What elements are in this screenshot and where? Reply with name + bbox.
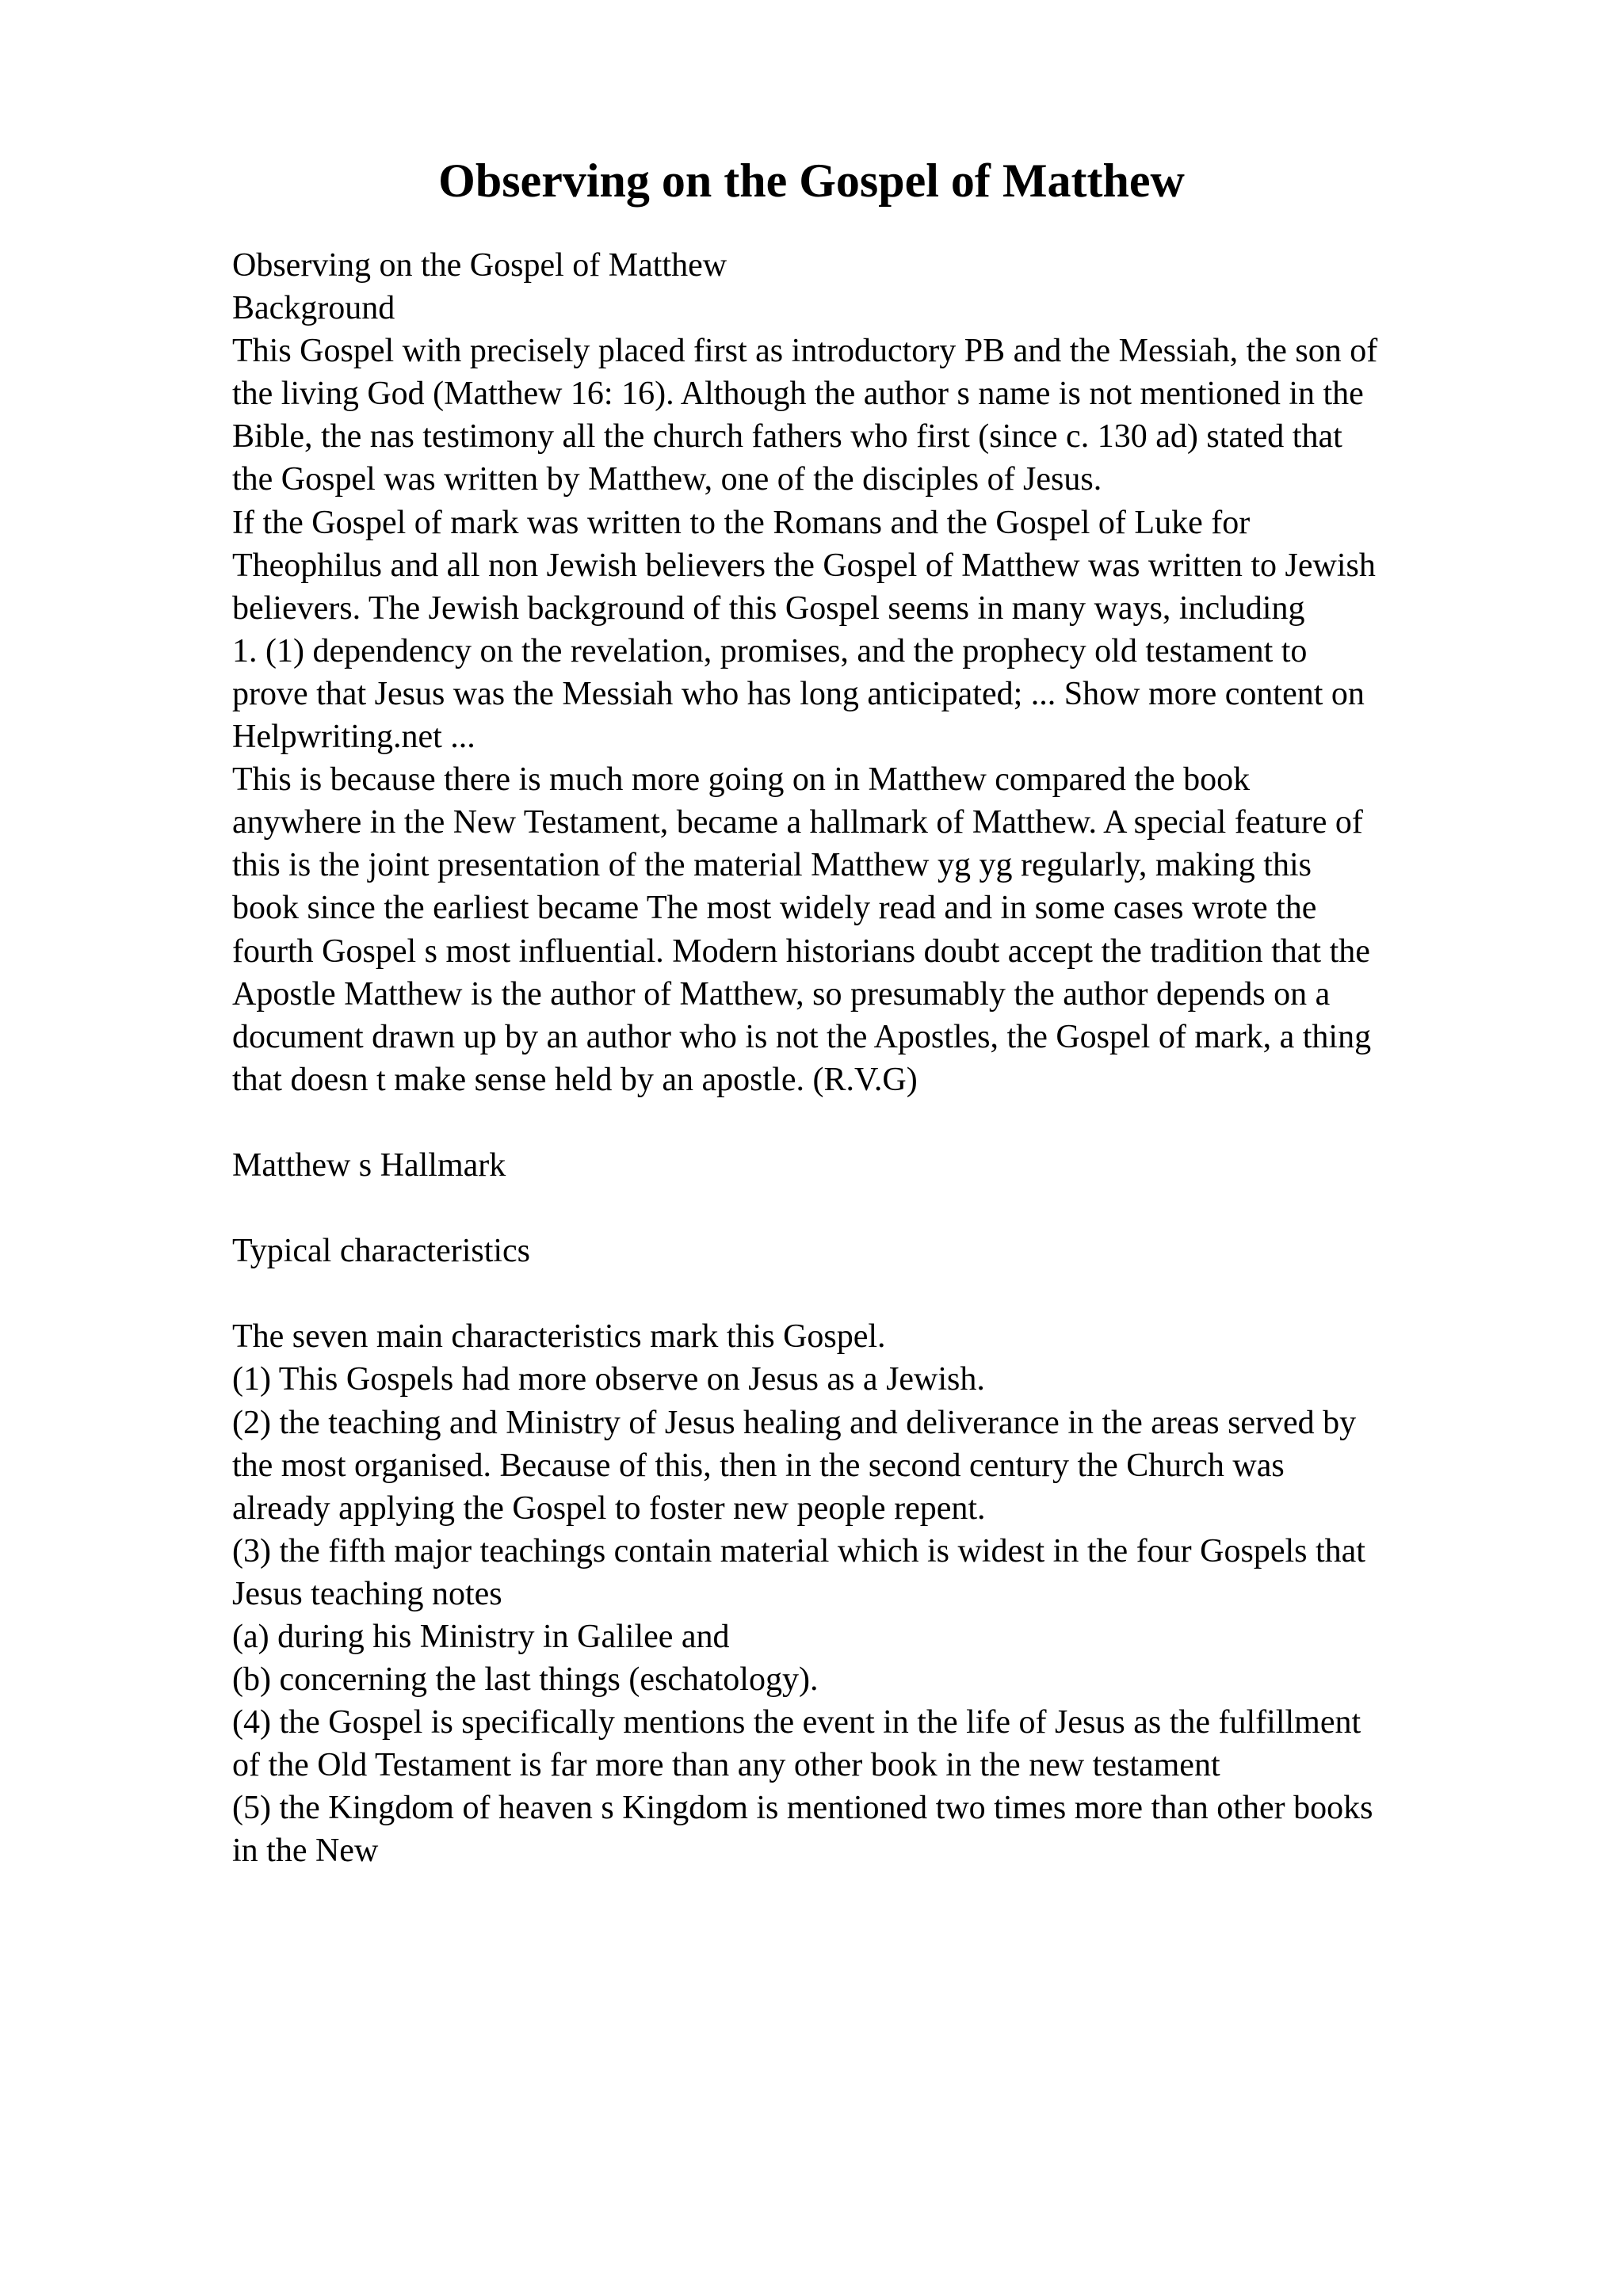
text-line: believers. The Jewish background of this Gospel seems in many ways, including xyxy=(232,589,1305,627)
text-line: 1. (1) dependency on the revelation, promises, and the prophecy old testament to xyxy=(232,632,1308,669)
text-line: Background xyxy=(232,290,395,327)
text-line: (b) concerning the last things (eschatology). xyxy=(232,1661,819,1699)
text-line: prove that Jesus was the Messiah who has long anticipated; ... Show more content on xyxy=(232,675,1365,712)
text-line: If the Gospel of mark was written to the Romans and the Gospel of Luke for xyxy=(232,504,1251,541)
text-line: The seven main characteristics mark this Gospel. xyxy=(232,1318,886,1356)
text-line: book since the earliest became The most widely read and in some cases wrote the xyxy=(232,890,1317,927)
text-line: (1) This Gospels had more observe on Jesus as a Jewish. xyxy=(232,1361,985,1398)
text-line: Helpwriting.net ... xyxy=(232,719,475,756)
document-body xyxy=(232,244,1532,1873)
text-line: This is because there is much more going on in Matthew compared the book xyxy=(232,761,1251,799)
text-line: Typical characteristics xyxy=(232,1233,531,1270)
text-line: document drawn up by an author who is not the Apostles, the Gospel of mark, a thing xyxy=(232,1018,1372,1055)
text-line: Observing on the Gospel of Matthew xyxy=(232,247,727,284)
text-line: that doesn t make sense held by an apostle. (R.V.G) xyxy=(232,1061,918,1098)
paragraph-gap xyxy=(232,1272,1532,1315)
text-line: Matthew s Hallmark xyxy=(232,1146,506,1184)
text-line: Apostle Matthew is the author of Matthew, so presumably the author depends on a xyxy=(232,975,1331,1013)
text-line: (3) the fifth major teachings contain material which is widest in the four Gospels that xyxy=(232,1532,1365,1569)
text-line: (4) the Gospel is specifically mentions the event in the life of Jesus as the fulfillment xyxy=(232,1704,1361,1741)
text-line: the living God (Matthew 16: 16). Although the author s name is not mentioned in the xyxy=(232,376,1364,413)
text-line: already applying the Gospel to foster new people repent. xyxy=(232,1489,986,1527)
text-line: the most organised. Because of this, then in the second century the Church was xyxy=(232,1447,1285,1484)
text-line: (2) the teaching and Ministry of Jesus healing and deliverance in the areas served by xyxy=(232,1404,1357,1441)
paragraph-gap xyxy=(232,1187,1532,1230)
text-line: in the New xyxy=(232,1833,379,1870)
text-line: (5) the Kingdom of heaven s Kingdom is mentioned two times more than other books xyxy=(232,1790,1373,1827)
text-line: fourth Gospel s most influential. Modern historians doubt accept the tradition that the xyxy=(232,933,1370,970)
text-line: This Gospel with precisely placed first as introductory PB and the Messiah, the son of xyxy=(232,333,1378,370)
text-line: Bible, the nas testimony all the church fathers who first (since c. 130 ad) stated that xyxy=(232,418,1342,456)
text-line: of the Old Testament is far more than any other book in the new testament xyxy=(232,1747,1220,1784)
text-line: the Gospel was written by Matthew, one of the disciples of Jesus. xyxy=(232,461,1102,498)
text-line: Jesus teaching notes xyxy=(232,1575,502,1612)
paragraph-gap xyxy=(232,1101,1532,1144)
text-line: anywhere in the New Testament, became a hallmark of Matthew. A special feature of xyxy=(232,804,1363,841)
document-title: Observing on the Gospel of Matthew xyxy=(438,154,1185,207)
text-line: (a) during his Ministry in Galilee and xyxy=(232,1619,730,1655)
text-line: Theophilus and all non Jewish believers the Gospel of Matthew was written to Jewish xyxy=(232,547,1376,584)
text-line: this is the joint presentation of the material Matthew yg yg regularly, making this xyxy=(232,847,1312,884)
